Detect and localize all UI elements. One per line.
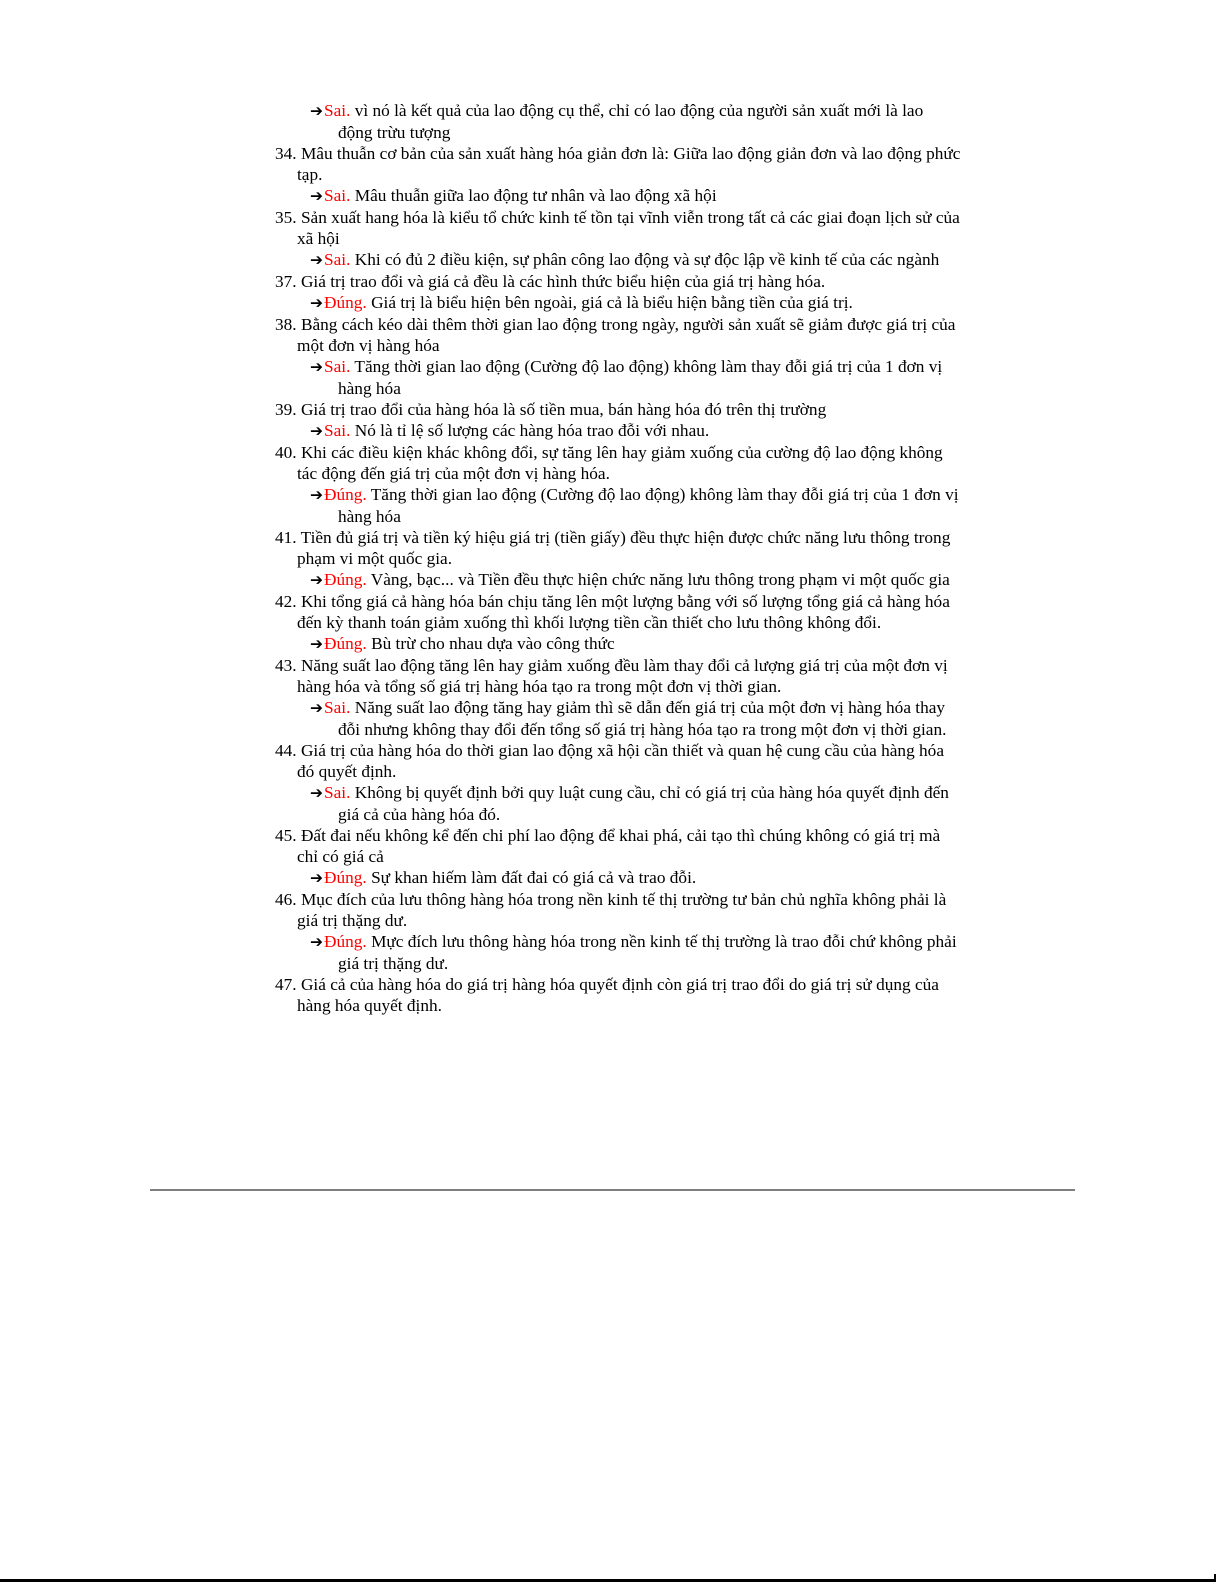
answer-text: Vàng, bạc... và Tiền đều thực hiện chức năng lưu thông trong phạm vi một quốc gia xyxy=(370,570,950,589)
question-statement: Giá trị của hàng hóa do thời gian lao động xã hội cần thiết và quan hệ cung cầu của hàng hóa đó quyết định. xyxy=(297,741,944,781)
answer-text: Khi có đủ 2 điều kiện, sự phân công lao động và sự độc lập về kinh tế của các ngành xyxy=(354,250,940,269)
answer-line xyxy=(275,484,961,527)
question-statement: Tiền đủ giá trị và tiền ký hiệu giá trị (tiền giấy) đều thực hiện được chức năng lưu thông trong phạm vi một quốc gia. xyxy=(297,528,951,568)
right-arrow-icon: ➔ xyxy=(310,294,323,312)
question-line xyxy=(275,207,961,249)
answer-line xyxy=(275,931,961,974)
question-number: 46. xyxy=(275,890,297,909)
question-line xyxy=(275,442,961,484)
right-arrow-icon: ➔ xyxy=(310,187,323,205)
question-number: 43. xyxy=(275,656,297,675)
question-number: 34. xyxy=(275,144,297,163)
answer-text: Nó là tỉ lệ số lượng các hàng hóa trao đỗi với nhau. xyxy=(354,421,710,440)
answer-line-orphan xyxy=(275,100,961,143)
answer-verdict: Đúng. xyxy=(324,634,367,653)
question-item xyxy=(275,974,961,1016)
question-statement: Khi các điều kiện khác không đổi, sự tăng lên hay giảm xuống của cường độ lao động không tác động đến giá trị của một đơn vị hàng hóa. xyxy=(297,443,943,483)
question-item xyxy=(275,314,961,399)
window-bottom-edge-notch xyxy=(1214,1574,1216,1582)
question-item xyxy=(275,740,961,825)
answer-verdict: Sai. xyxy=(324,783,351,802)
question-item xyxy=(275,655,961,740)
question-statement: Bằng cách kéo dài thêm thời gian lao động trong ngày, người sản xuất sẽ giảm được giá trị của một đơn vị hàng hóa xyxy=(297,315,956,355)
question-statement: Năng suất lao động tăng lên hay giảm xuống đều làm thay đổi cả lượng giá trị của một đơn vị hàng hóa và tổng số giá trị hàng hóa tạo ra trong một đơn vị thời gian. xyxy=(297,656,948,696)
question-line xyxy=(275,399,961,420)
question-number: 41. xyxy=(275,528,297,547)
question-line xyxy=(275,974,961,1016)
right-arrow-icon: ➔ xyxy=(310,933,323,951)
question-statement: Đất đai nếu không kể đến chi phí lao động để khai phá, cải tạo thì chúng không có giá trị mà chỉ có giá cả xyxy=(297,826,941,866)
question-statement: Sản xuất hang hóa là kiểu tổ chức kinh tế tồn tại vĩnh viễn trong tất cả các giai đoạn lịch sử của xã hội xyxy=(297,208,960,248)
answer-verdict: Đúng. xyxy=(324,868,367,887)
answer-line xyxy=(275,867,961,889)
question-item xyxy=(275,527,961,591)
question-statement: Giá trị trao đổi của hàng hóa là số tiền mua, bán hàng hóa đó trên thị trường xyxy=(300,400,827,419)
right-arrow-icon: ➔ xyxy=(310,486,323,504)
question-item xyxy=(275,591,961,655)
question-item xyxy=(275,143,961,207)
answer-line xyxy=(275,782,961,825)
answer-verdict: Sai. xyxy=(324,357,351,376)
question-number: 37. xyxy=(275,272,297,291)
question-line xyxy=(275,143,961,185)
question-line xyxy=(275,889,961,931)
answer-text: Bù trừ cho nhau dựa vào công thức xyxy=(371,634,615,653)
answer-line xyxy=(275,249,961,271)
horizontal-divider xyxy=(150,1189,1075,1191)
answer-text: Mực đích lưu thông hàng hóa trong nền kinh tế thị trường là trao đỗi chứ không phải giá trị thặng dư. xyxy=(338,932,957,973)
question-number: 35. xyxy=(275,208,297,227)
answer-line xyxy=(275,420,961,442)
answer-text: Không bị quyết định bởi quy luật cung cầu, chỉ có giá trị của hàng hóa quyết định đến giá cả của hàng hóa đó. xyxy=(338,783,949,824)
question-statement: Mục đích của lưu thông hàng hóa trong nền kinh tế thị trường tư bản chủ nghĩa không phải là giá trị thặng dư. xyxy=(297,890,947,930)
answer-text: vì nó là kết quả của lao động cụ thể, chỉ có lao động của người sản xuất mới là lao động trừu tượng xyxy=(338,101,924,142)
question-line xyxy=(275,740,961,782)
question-line xyxy=(275,527,961,569)
question-line xyxy=(275,825,961,867)
question-line xyxy=(275,591,961,633)
question-item xyxy=(275,207,961,271)
right-arrow-icon: ➔ xyxy=(310,251,323,269)
question-item xyxy=(275,442,961,527)
question-line xyxy=(275,655,961,697)
question-item xyxy=(275,271,961,314)
question-number: 47. xyxy=(275,975,297,994)
window-bottom-edge xyxy=(0,1579,1216,1582)
answer-text: Sự khan hiếm làm đất đai có giá cả và trao đỗi. xyxy=(371,868,697,887)
answer-verdict: Sai. xyxy=(324,421,351,440)
question-item xyxy=(275,399,961,442)
answer-verdict: Đúng. xyxy=(324,293,367,312)
answer-text: Giá trị là biểu hiện bên ngoài, giá cả là biểu hiện bằng tiền của giá trị. xyxy=(371,293,853,312)
answer-verdict: Đúng. xyxy=(324,485,367,504)
answer-text: Tăng thời gian lao động (Cường độ lao động) không làm thay đỗi giá trị của 1 đơn vị hàng hóa xyxy=(338,485,959,526)
answer-line xyxy=(275,356,961,399)
answer-verdict: Đúng. xyxy=(324,932,367,951)
question-number: 38. xyxy=(275,315,297,334)
right-arrow-icon: ➔ xyxy=(310,635,323,653)
answer-line xyxy=(275,185,961,207)
question-list xyxy=(275,143,961,1016)
right-arrow-icon: ➔ xyxy=(310,102,323,120)
answer-line xyxy=(275,697,961,740)
document-content xyxy=(275,100,961,1016)
question-line xyxy=(275,314,961,356)
answer-verdict: Sai. xyxy=(324,186,351,205)
question-statement: Mâu thuẫn cơ bản của sản xuất hàng hóa giản đơn là: Giữa lao động giản đơn và lao động phức tạp. xyxy=(297,144,961,184)
question-statement: Giá trị trao đổi và giá cả đều là các hình thức biểu hiện của giá trị hàng hóa. xyxy=(300,272,826,291)
right-arrow-icon: ➔ xyxy=(310,571,323,589)
right-arrow-icon: ➔ xyxy=(310,422,323,440)
question-number: 45. xyxy=(275,826,297,845)
answer-line xyxy=(275,633,961,655)
right-arrow-icon: ➔ xyxy=(310,699,323,717)
answer-line xyxy=(275,569,961,591)
answer-text: Mâu thuẫn giữa lao động tư nhân và lao động xã hội xyxy=(354,186,717,205)
answer-verdict: Sai. xyxy=(324,698,351,717)
question-line xyxy=(275,271,961,292)
answer-text: Năng suất lao động tăng hay giảm thì sẽ dẫn đến giá trị của một đơn vị hàng hóa thay đỗi nhưng không thay đổi đến tổng số giá trị hàng hóa tạo ra trong một đơn vị thời gian. xyxy=(338,698,947,739)
answer-line xyxy=(275,292,961,314)
question-item xyxy=(275,825,961,889)
answer-verdict: Sai. xyxy=(324,250,351,269)
question-statement: Khi tổng giá cả hàng hóa bán chịu tăng lên một lượng bằng với số lượng tổng giá cả hàng hóa đến kỳ thanh toán giảm xuống thì khối lượng tiền cần thiết cho lưu thông không đổi. xyxy=(297,592,950,632)
question-number: 39. xyxy=(275,400,297,419)
answer-text: Tăng thời gian lao động (Cường độ lao động) không làm thay đỗi giá trị của 1 đơn vị hàng hóa xyxy=(338,357,943,398)
right-arrow-icon: ➔ xyxy=(310,358,323,376)
answer-verdict: Đúng. xyxy=(324,570,367,589)
question-number: 44. xyxy=(275,741,297,760)
right-arrow-icon: ➔ xyxy=(310,869,323,887)
question-statement: Giá cả của hàng hóa do giá trị hàng hóa quyết định còn giá trị trao đổi do giá trị sử dụng của hàng hóa quyết định. xyxy=(297,975,939,1015)
question-number: 42. xyxy=(275,592,297,611)
question-number: 40. xyxy=(275,443,297,462)
answer-verdict: Sai. xyxy=(324,101,351,120)
question-item xyxy=(275,889,961,974)
right-arrow-icon: ➔ xyxy=(310,784,323,802)
